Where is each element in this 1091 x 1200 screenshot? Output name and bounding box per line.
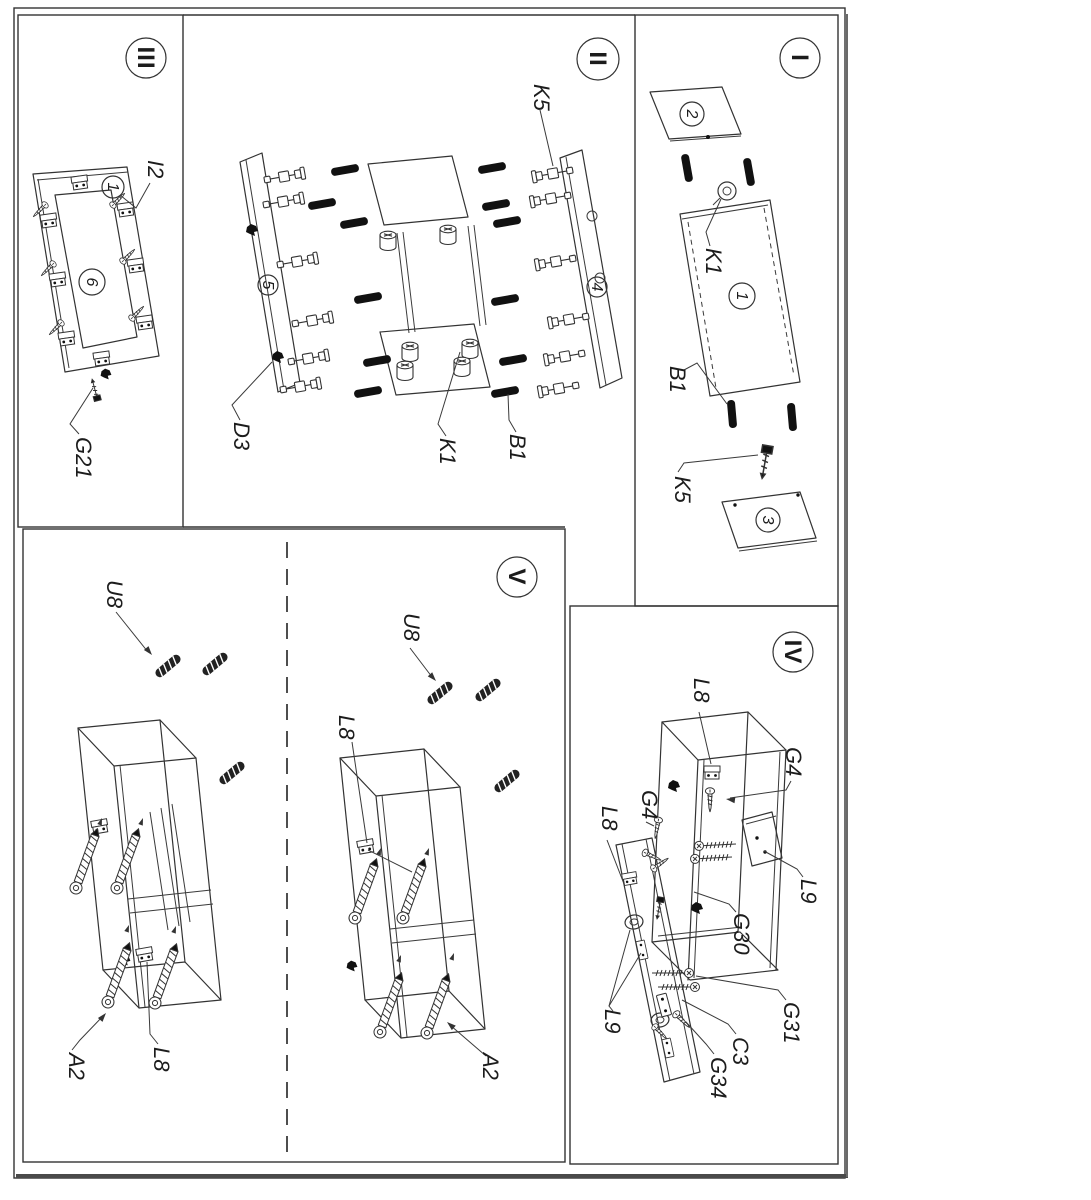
part-label-g21: G21: [71, 437, 96, 479]
dowel-icon: [491, 294, 520, 307]
leader-line: [609, 930, 630, 1011]
part-label-l8-right: L8: [334, 715, 359, 740]
part-label-g31: G31: [779, 1002, 804, 1044]
leader-line: [70, 388, 93, 434]
part-label-l8-left: L8: [149, 1047, 174, 1072]
dowel-icon: [478, 162, 507, 175]
part-label-u8-left: U8: [102, 580, 127, 609]
dowel-icon: [308, 198, 337, 211]
cam-lock-icon: [402, 342, 418, 361]
part-label-g34: G34: [706, 1057, 731, 1099]
cam-lock-icon: [462, 339, 478, 358]
hinge-icon: [49, 272, 67, 287]
dowel-set: [308, 162, 528, 399]
bolt-icon: [276, 252, 318, 271]
big-panel-1-drawing: [680, 200, 800, 396]
panel-numeral-i: I: [786, 54, 813, 62]
part-label-g4-right: G4: [781, 747, 806, 777]
bolt-icon: [263, 167, 305, 186]
long-screw-icon: [100, 941, 135, 1010]
long-screw-icon: [347, 857, 382, 926]
dowel-icon: [727, 400, 737, 429]
part-label-i2: I2: [143, 160, 168, 179]
circled-number-6: 6: [83, 277, 100, 287]
hinge-icon: [136, 947, 154, 963]
part-label-k5: K5: [670, 476, 695, 503]
panel-numeral-v-badge: [497, 557, 537, 597]
door-panel-drawing: [616, 838, 700, 1082]
bracket-blob-icon: [272, 351, 284, 363]
bracket-blob-icon: [691, 902, 703, 914]
panel-iii: [31, 38, 168, 479]
screw-icon: [757, 445, 773, 479]
leader-line: [607, 840, 624, 884]
part-label-c3: C3: [728, 1037, 753, 1066]
part-label-k1: K1: [701, 248, 726, 275]
thread-rod-icon: [658, 983, 700, 992]
panel-v: [64, 557, 537, 1080]
circled-number-4: 4: [588, 282, 605, 292]
part-label-a2-left: A2: [64, 1053, 89, 1080]
panel-numeral-iv-badge: [773, 632, 813, 672]
cam-lock-icon: [454, 357, 470, 376]
leader-line: [706, 199, 721, 246]
leader-line: [682, 1000, 736, 1034]
leader-line: [764, 851, 803, 877]
leader-line: [352, 742, 367, 843]
small-panel-3-drawing: [722, 492, 817, 551]
dowel-icon: [354, 292, 383, 305]
circled-number-5: 5: [259, 280, 276, 290]
part-label-u8-right: U8: [399, 613, 424, 642]
dowel-hole: [706, 135, 710, 139]
plate-icon: [662, 1038, 674, 1058]
panel-numeral-ii-badge: [577, 38, 619, 80]
arrow-icon: [396, 954, 403, 962]
wall-mount-right-drawing: [340, 677, 521, 1041]
wall-plug-icon: [426, 680, 455, 706]
wall-plug-icon: [201, 651, 230, 677]
part-label-b1: B1: [665, 366, 690, 393]
bolt-icon: [534, 252, 576, 271]
bolt-icon: [547, 310, 589, 329]
hinge-icon: [704, 766, 720, 779]
hinge-icon: [136, 315, 154, 330]
long-screw-icon: [372, 971, 407, 1040]
part-label-g30: G30: [729, 913, 754, 955]
part-label-l9-left: L9: [600, 1009, 625, 1034]
leader-line: [686, 1022, 714, 1054]
panel-numeral-v: V: [503, 568, 530, 586]
circled-number-1-detail: 1: [104, 182, 121, 192]
arrow-icon: [171, 925, 178, 933]
dowel-icon: [491, 386, 520, 399]
screw-icon: [641, 848, 663, 864]
part-label-l9-right: L9: [796, 879, 821, 904]
wall-mount-left-drawing: [68, 651, 246, 1011]
leader-line: [678, 455, 758, 472]
hinge-icon: [71, 175, 89, 190]
bolt-icon: [543, 347, 585, 366]
part-label-a2-right: A2: [478, 1053, 503, 1080]
bracket-blob-icon: [668, 780, 680, 792]
part-label-d3: D3: [229, 422, 254, 451]
panel-i: [650, 38, 820, 551]
dowel-icon: [743, 158, 756, 187]
leader-line: [609, 953, 641, 1006]
panel-iii-border: [18, 15, 183, 527]
screw-icon: [705, 788, 714, 812]
arrow-icon: [424, 847, 431, 855]
part-label-b1: B1: [505, 434, 530, 461]
bracket-blob-icon: [246, 224, 258, 236]
cam-housing-icon: [587, 211, 597, 221]
dowel-icon: [482, 199, 511, 212]
leader-line: [508, 394, 516, 432]
part-label-l8-top: L8: [689, 678, 714, 703]
leader-line: [72, 1015, 104, 1050]
bolt-icon: [287, 349, 329, 368]
leader-line: [540, 110, 553, 166]
circled-number-3: 3: [759, 515, 776, 525]
panel-i-border: [635, 15, 838, 606]
panel-numeral-iv: IV: [779, 639, 806, 665]
small-panel-2-drawing: [650, 87, 741, 141]
dowel-icon: [493, 216, 522, 229]
panel-numeral-i-badge: [780, 38, 820, 78]
hinge-cup-icon: [624, 914, 644, 931]
wall-plug-icon: [154, 653, 183, 679]
arrow-icon: [144, 646, 154, 657]
bracket-blob-icon: [101, 369, 112, 380]
dowel-icon: [681, 154, 694, 183]
plate-icon: [636, 940, 648, 960]
drawer-box-drawing: [690, 812, 782, 866]
cam-lock-icon: [397, 361, 413, 380]
leader-line: [730, 781, 791, 798]
thread-rod-icon: [690, 852, 732, 863]
wall-plug-icon: [474, 677, 503, 703]
dowel-icon: [331, 164, 360, 177]
dowel-icon: [354, 386, 383, 399]
panel-borders: [18, 15, 838, 1164]
leader-line: [116, 612, 148, 652]
leader-line: [646, 822, 654, 826]
cam-lock-icon: [380, 231, 396, 250]
arrow-icon: [449, 952, 456, 960]
side-panel-left-drawing: [240, 153, 300, 392]
part-label-k1: K1: [435, 438, 460, 465]
dowel-icon: [363, 355, 392, 368]
dowel-icon: [340, 217, 369, 230]
bolt-icon: [291, 311, 333, 330]
part-label-l8-left: L8: [597, 806, 622, 831]
long-screw-icon: [419, 972, 454, 1041]
panel-numeral-iii-badge: [126, 38, 166, 78]
arrow-icon: [138, 817, 145, 825]
screw-icon: [654, 897, 665, 920]
hinge-icon: [93, 351, 111, 366]
part-label-g4-left: G4: [637, 790, 662, 820]
bolt-icon: [279, 377, 321, 396]
dowel-icon: [787, 403, 797, 432]
circled-number-2: 2: [683, 109, 700, 119]
leader-line: [696, 976, 786, 1000]
hinge-icon: [127, 258, 145, 273]
cam-lock-icon: [440, 225, 456, 244]
leader-line: [699, 712, 711, 764]
cam-lock-top-view: [713, 182, 736, 205]
long-screw-icon: [68, 827, 103, 896]
part-label-k5: K5: [529, 84, 554, 111]
bracket-blob-icon: [347, 961, 358, 972]
long-screw-icon: [395, 857, 430, 926]
panel-iv: [597, 632, 821, 1099]
leader-line: [410, 648, 432, 677]
hinge-icon: [40, 213, 58, 228]
dowel-icon: [499, 354, 528, 367]
leader-line: [232, 362, 272, 420]
panel-numeral-ii: II: [584, 51, 611, 67]
circled-number-1: 1: [733, 291, 750, 301]
bolt-set: [262, 164, 589, 398]
wall-plug-icon: [218, 760, 247, 786]
wall-plug-icon: [493, 768, 522, 794]
hinge-icon: [58, 331, 76, 346]
screw-icon: [89, 378, 101, 401]
bolt-icon: [537, 379, 579, 398]
panel-ii: [229, 38, 622, 465]
panel-numeral-iii: III: [132, 46, 159, 70]
